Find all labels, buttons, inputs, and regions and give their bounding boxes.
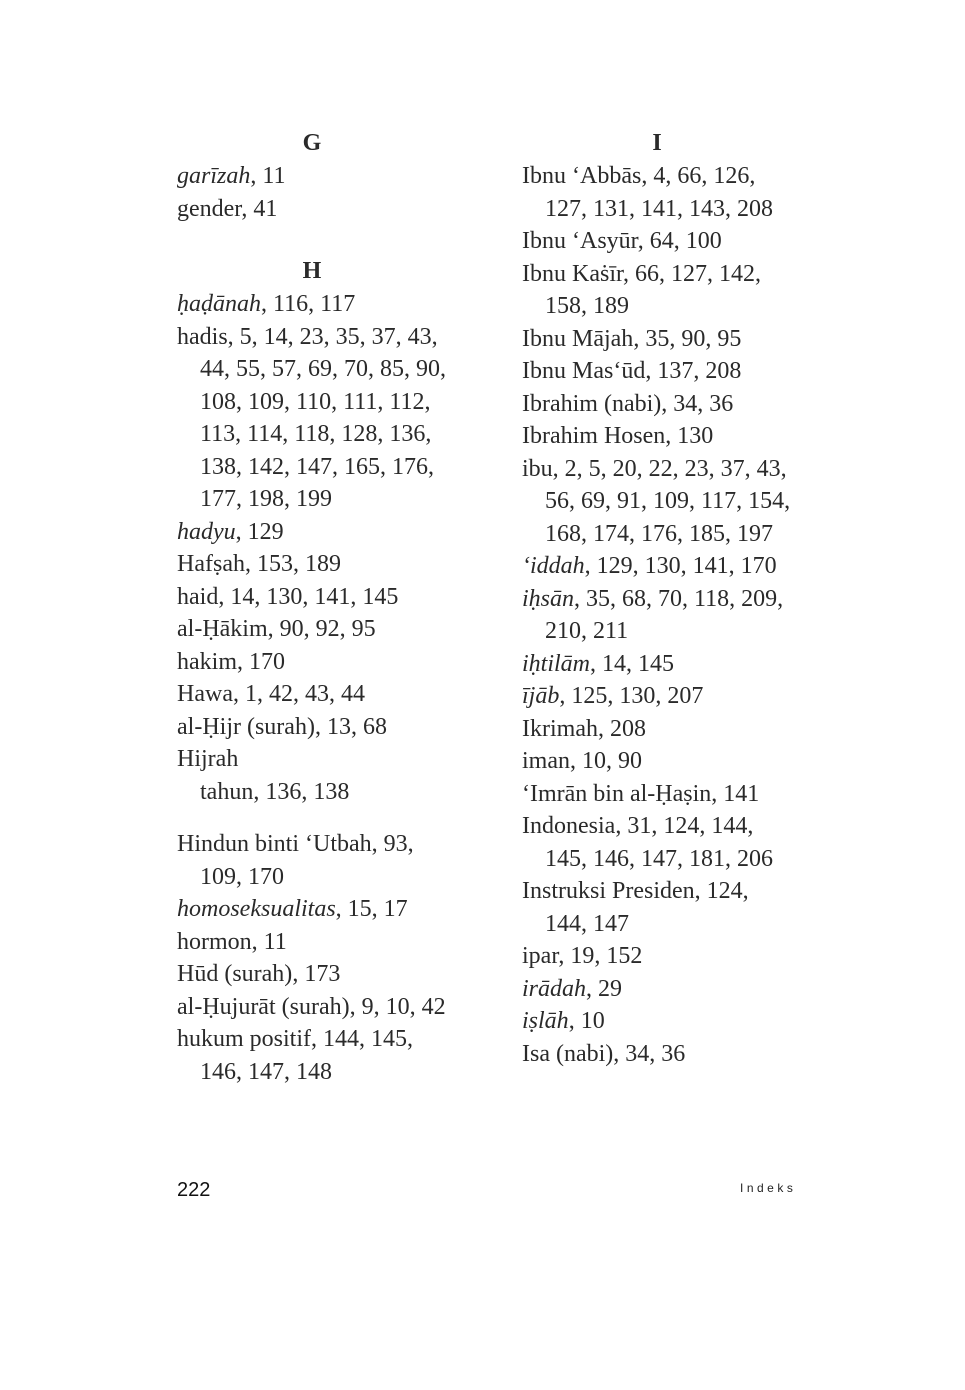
entry-term: Ikrimah bbox=[522, 715, 598, 742]
entry-refs-continued: 146, 147, 148 bbox=[200, 1058, 332, 1085]
page-number: 222 bbox=[177, 1179, 211, 1201]
entry-gap bbox=[177, 808, 477, 828]
entry-refs: , 2, 5, 20, 22, 23, 37, 43, bbox=[552, 455, 787, 482]
entry-term: iḥsān bbox=[522, 585, 575, 612]
entry-refs-continued: 127, 131, 141, 143, 208 bbox=[545, 195, 773, 222]
entry-term: Ibrahim Hosen bbox=[522, 423, 666, 449]
section-gap bbox=[177, 225, 477, 255]
index-subentry: tahun, 136, 138 bbox=[200, 778, 350, 805]
entry-refs: , 15, 17 bbox=[335, 896, 408, 922]
entry-term: Ibnu ‘Asyūr bbox=[522, 228, 638, 254]
entry-term: ibu bbox=[522, 455, 553, 482]
index-entry bbox=[177, 321, 477, 516]
index-entry bbox=[177, 160, 477, 193]
entry-refs: , 116, 117 bbox=[261, 291, 356, 317]
entry-term: hukum positif bbox=[177, 1026, 312, 1052]
index-entry bbox=[177, 991, 477, 1024]
entry-refs: , 153, 189 bbox=[244, 551, 341, 577]
index-entry bbox=[177, 1023, 477, 1088]
entry-term: hakim bbox=[177, 648, 237, 675]
entry-refs-continued: 210, 211 bbox=[545, 618, 629, 644]
entry-term: Ibnu ‘Abbās bbox=[522, 163, 642, 189]
index-entry bbox=[177, 678, 477, 711]
index-entry bbox=[177, 613, 477, 646]
index-entry bbox=[522, 550, 822, 583]
entry-refs: , 125, 130, 207 bbox=[559, 683, 704, 709]
entry-refs: , 14, 130, 141, 145 bbox=[218, 583, 399, 610]
entry-refs-continued: 177, 198, 199 bbox=[200, 486, 332, 512]
entry-term: homoseksualitas bbox=[177, 896, 336, 922]
entry-refs: , 35, 68, 70, 118, 209, bbox=[574, 585, 784, 612]
entry-term: iṣlāh bbox=[522, 1008, 569, 1034]
index-entry bbox=[522, 648, 822, 681]
entry-term: Indonesia bbox=[522, 813, 616, 839]
index-entry bbox=[177, 926, 477, 959]
entry-refs: , 137, 208 bbox=[645, 358, 742, 384]
entry-refs: , 31, 124, 144, bbox=[615, 813, 754, 839]
entry-refs: , 144, 145, bbox=[311, 1026, 414, 1052]
entry-term: ‘Imrān bin al-Ḥaṣin bbox=[522, 780, 712, 807]
index-entry bbox=[522, 940, 822, 973]
entry-term: Instruksi Presiden bbox=[522, 878, 695, 904]
entry-term: gender bbox=[177, 195, 242, 222]
entry-refs: , 173 bbox=[292, 961, 341, 987]
entry-term: al-Ḥākim bbox=[177, 616, 268, 642]
entry-term: irādah bbox=[522, 975, 587, 1002]
entry-term: Hafṣah bbox=[177, 551, 245, 577]
entry-refs-continued: 144, 147 bbox=[545, 910, 629, 937]
entry-refs-continued: 158, 189 bbox=[545, 293, 629, 319]
entry-term: iman bbox=[522, 748, 570, 774]
entry-term: Ibrahim (nabi) bbox=[522, 390, 662, 417]
entry-term: Hijrah bbox=[177, 746, 239, 772]
entry-refs-continued: 145, 146, 147, 181, 206 bbox=[545, 845, 773, 872]
index-entry bbox=[522, 810, 822, 875]
entry-refs: , 5, 14, 23, 35, 37, 43, bbox=[227, 323, 438, 350]
index-entry bbox=[177, 193, 477, 226]
entry-refs: , 4, 66, 126, bbox=[641, 163, 756, 189]
index-entry bbox=[522, 745, 822, 778]
index-entry bbox=[522, 388, 822, 421]
entry-term: ḥaḍānah bbox=[177, 291, 261, 317]
entry-term: ‘iddah bbox=[522, 553, 585, 579]
entry-refs: , 124, bbox=[694, 878, 749, 904]
index-entry bbox=[522, 258, 822, 323]
entry-refs-continued: 44, 55, 57, 69, 70, 85, 90, bbox=[200, 356, 446, 382]
entry-term: ījāb bbox=[522, 683, 560, 709]
entry-refs: , 66, 127, 142, bbox=[623, 260, 762, 287]
entry-term: haid bbox=[177, 583, 219, 610]
entry-refs: , 11 bbox=[251, 928, 287, 955]
entry-refs: , 11 bbox=[250, 163, 286, 189]
index-entry bbox=[522, 778, 822, 811]
entry-term: Hūd (surah) bbox=[177, 961, 293, 987]
entry-refs: , 10, 90 bbox=[570, 748, 642, 774]
index-entry bbox=[522, 875, 822, 940]
entry-refs: , 10 bbox=[568, 1008, 605, 1034]
entry-refs: , 130 bbox=[665, 423, 714, 449]
entry-refs: , 14, 145 bbox=[590, 650, 675, 677]
entry-term: hormon bbox=[177, 928, 252, 955]
index-entry bbox=[522, 1005, 822, 1038]
section-letter-h: H bbox=[302, 258, 322, 284]
entry-refs: , 34, 36 bbox=[661, 390, 734, 417]
entry-refs: , 35, 90, 95 bbox=[633, 325, 742, 352]
entry-refs: , 1, 42, 43, 44 bbox=[232, 681, 365, 707]
index-entry bbox=[522, 355, 822, 388]
index-entry bbox=[522, 420, 822, 453]
entry-refs: , 170 bbox=[237, 648, 285, 675]
index-entry bbox=[522, 225, 822, 258]
index-entry bbox=[522, 583, 822, 648]
entry-refs: , 129 bbox=[235, 518, 284, 545]
entry-refs-continued: 56, 69, 91, 109, 117, 154, bbox=[545, 488, 791, 514]
section-letter-i: I bbox=[652, 130, 662, 156]
index-entry bbox=[177, 828, 477, 893]
entry-term: al-Ḥujurāt (surah) bbox=[177, 993, 350, 1020]
index-entry bbox=[522, 1038, 822, 1071]
entry-refs-continued: 113, 114, 118, 128, 136, bbox=[200, 421, 432, 447]
entry-term: iḥtilām bbox=[522, 650, 591, 677]
entry-term: Ibnu Kaṡīr bbox=[522, 260, 624, 287]
entry-term: Hindun binti ‘Utbah bbox=[177, 831, 372, 857]
index-entry bbox=[177, 581, 477, 614]
entry-refs-continued: 138, 142, 147, 165, 176, bbox=[200, 453, 434, 480]
entry-refs: , 29 bbox=[586, 975, 623, 1002]
index-entry bbox=[177, 646, 477, 679]
index-entry bbox=[522, 323, 822, 356]
entry-term: Isa (nabi) bbox=[522, 1040, 614, 1067]
index-column-right bbox=[522, 127, 822, 1070]
index-entry bbox=[177, 893, 477, 926]
index-entry bbox=[177, 288, 477, 321]
entry-refs: , 19, 152 bbox=[558, 943, 643, 969]
entry-refs: , 208 bbox=[597, 715, 646, 742]
entry-refs: , 64, 100 bbox=[637, 228, 722, 254]
index-entry bbox=[177, 548, 477, 581]
index-entry bbox=[177, 516, 477, 549]
entry-term: al-Ḥijr (surah) bbox=[177, 713, 315, 740]
entry-refs-continued: 168, 174, 176, 185, 197 bbox=[545, 520, 773, 547]
index-entry bbox=[522, 713, 822, 746]
entry-refs: , 93, bbox=[371, 831, 414, 857]
index-entry bbox=[522, 973, 822, 1006]
entry-refs: , 141 bbox=[711, 780, 760, 807]
section-letter-g: G bbox=[302, 130, 322, 156]
entry-refs: , 41 bbox=[241, 195, 278, 222]
entry-term: Ibnu Mājah bbox=[522, 325, 634, 352]
entry-term: hadis bbox=[177, 323, 228, 350]
index-entry bbox=[177, 711, 477, 744]
index-entry bbox=[522, 680, 822, 713]
entry-term: garīzah bbox=[177, 163, 251, 189]
entry-term: hadyu bbox=[177, 518, 236, 545]
index-column-left bbox=[177, 127, 477, 1088]
entry-refs: , 9, 10, 42 bbox=[349, 993, 446, 1020]
entry-term: Hawa bbox=[177, 681, 233, 707]
index-entry bbox=[522, 160, 822, 225]
index-entry bbox=[177, 958, 477, 991]
running-title: Indeks bbox=[740, 1181, 797, 1195]
entry-refs: , 34, 36 bbox=[613, 1040, 686, 1067]
index-entry bbox=[177, 743, 477, 776]
entry-term: ipar bbox=[522, 943, 559, 969]
entry-refs: , 13, 68 bbox=[314, 713, 387, 740]
index-entry bbox=[522, 453, 822, 551]
entry-refs: , 90, 92, 95 bbox=[267, 616, 376, 642]
entry-refs-continued: 108, 109, 110, 111, 112, bbox=[200, 388, 431, 415]
entry-refs-continued: 109, 170 bbox=[200, 863, 284, 890]
entry-term: Ibnu Mas‘ūd bbox=[522, 358, 646, 384]
entry-refs: , 129, 130, 141, 170 bbox=[584, 553, 777, 579]
